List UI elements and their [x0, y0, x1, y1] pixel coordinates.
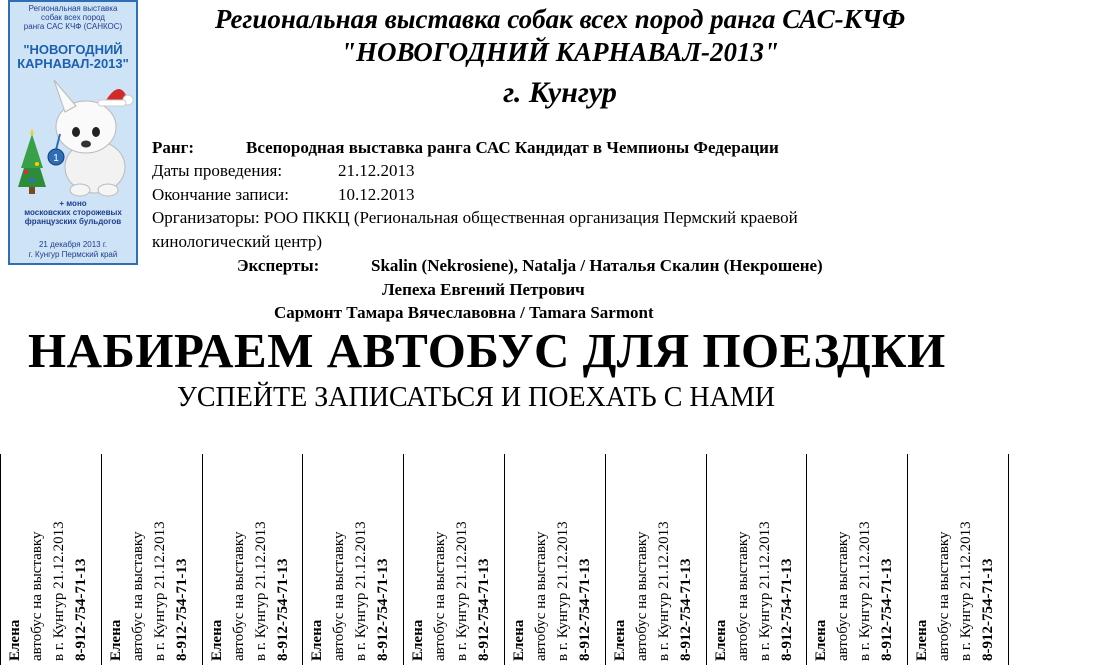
strip-phone: 8-912-754-71-13 [879, 558, 895, 661]
tear-off-strip[interactable] [101, 454, 202, 665]
strip-place-date: в г. Кунгур 21.12.2013 [958, 521, 974, 661]
strip-purpose: автобус на выставку [331, 531, 347, 661]
strip-purpose: автобус на выставку [936, 531, 952, 661]
poster-bottom-line: московских сторожевых [24, 208, 122, 217]
tear-off-strip[interactable] [504, 454, 605, 665]
poster-title [10, 43, 136, 71]
event-title: Региональная выставка собак всех пород ранга САС-КЧФ [214, 4, 906, 34]
strip-phone: 8-912-754-71-13 [779, 558, 795, 661]
poster-top-line: ранга САС КЧФ (САНКОС) [23, 22, 123, 31]
poster-bottom-line: + моно [59, 199, 87, 208]
poster-title-line: КАРНАВАЛ-2013" [17, 56, 129, 71]
strip-purpose: автобус на выставку [835, 531, 851, 661]
strip-text [105, 454, 197, 665]
event-poster [8, 0, 138, 265]
dog-illustration [10, 72, 136, 200]
dates-label: Даты проведения: [152, 161, 283, 180]
organizers-line: кинологический центр) [152, 232, 323, 251]
experts-label: Эксперты: [237, 256, 320, 275]
dates-value: 21.12.2013 [338, 161, 415, 180]
strip-name: Елена [410, 619, 426, 661]
strip-place-date: в г. Кунгур 21.12.2013 [253, 521, 269, 661]
expert-name: Skalin (Nekrosiene), Natalja / Наталья Скалин (Некрошене) [371, 256, 823, 275]
strip-phone: 8-912-754-71-13 [174, 558, 190, 661]
poster-footer [10, 240, 136, 260]
strip-place-date: в г. Кунгур 21.12.2013 [353, 521, 369, 661]
strip-purpose: автобус на выставку [29, 531, 45, 661]
organizers-line: Организаторы: РОО ПККЦ (Региональная общественная организация Пермский краевой [152, 208, 798, 227]
poster-footer-line: 21 декабря 2013 г. [38, 240, 108, 249]
strip-phone: 8-912-754-71-13 [678, 558, 694, 661]
poster-bottom-line: французских бульдогов [24, 217, 122, 226]
strip-purpose: автобус на выставку [634, 531, 650, 661]
expert-name: Лепеха Евгений Петрович [382, 280, 585, 299]
poster-bottom-text [10, 199, 136, 226]
tear-off-strip[interactable] [202, 454, 303, 665]
strip-place-date: в г. Кунгур 21.12.2013 [51, 521, 67, 661]
strip-phone: 8-912-754-71-13 [375, 558, 391, 661]
poster-top-line: собак всех пород [41, 13, 105, 22]
poster-top-line: Региональная выставка [28, 4, 118, 13]
strip-place-date: в г. Кунгур 21.12.2013 [656, 521, 672, 661]
strip-text [4, 454, 96, 665]
poster-footer-line: г. Кунгур Пермский край [28, 250, 118, 259]
strip-place-date: в г. Кунгур 21.12.2013 [857, 521, 873, 661]
medal-number: 1 [53, 153, 59, 164]
strip-text [810, 454, 902, 665]
strip-divider [1008, 454, 1009, 665]
strip-name: Елена [309, 619, 325, 661]
deadline-value: 10.12.2013 [338, 185, 415, 204]
poster-title-line: "НОВОГОДНИЙ [23, 42, 123, 57]
strip-name: Елена [511, 619, 527, 661]
tear-off-strips [0, 454, 1110, 665]
strip-text [710, 454, 802, 665]
strip-text [306, 454, 398, 665]
strip-name: Елена [713, 619, 729, 661]
strip-text [206, 454, 298, 665]
bus-subheadline: УСПЕЙТЕ ЗАПИСАТЬСЯ И ПОЕХАТЬ С НАМИ [177, 382, 775, 413]
tear-off-strip[interactable] [706, 454, 807, 665]
strip-phone: 8-912-754-71-13 [980, 558, 996, 661]
strip-phone: 8-912-754-71-13 [476, 558, 492, 661]
dog-icon [54, 80, 133, 196]
strip-name: Елена [7, 619, 23, 661]
strip-place-date: в г. Кунгур 21.12.2013 [152, 521, 168, 661]
strip-purpose: автобус на выставку [735, 531, 751, 661]
tear-off-strip[interactable] [605, 454, 706, 665]
strip-text [407, 454, 499, 665]
tear-off-strip[interactable] [0, 454, 101, 665]
strip-purpose: автобус на выставку [533, 531, 549, 661]
event-name: "НОВОГОДНИЙ КАРНАВАЛ-2013" [340, 37, 780, 67]
strip-name: Елена [209, 619, 225, 661]
strip-place-date: в г. Кунгур 21.12.2013 [757, 521, 773, 661]
strip-name: Елена [612, 619, 628, 661]
strip-phone: 8-912-754-71-13 [73, 558, 89, 661]
deadline-label: Окончание записи: [152, 185, 289, 204]
strip-purpose: автобус на выставку [130, 531, 146, 661]
poster-top-text [10, 2, 136, 31]
tear-off-strip[interactable] [806, 454, 907, 665]
strip-text [508, 454, 600, 665]
rank-label: Ранг: [152, 138, 195, 157]
strip-purpose: автобус на выставку [432, 531, 448, 661]
strip-place-date: в г. Кунгур 21.12.2013 [555, 521, 571, 661]
strip-text [609, 454, 701, 665]
strip-phone: 8-912-754-71-13 [577, 558, 593, 661]
strip-phone: 8-912-754-71-13 [275, 558, 291, 661]
christmas-tree-icon [18, 129, 46, 194]
strip-purpose: автобус на выставку [231, 531, 247, 661]
tear-off-strip[interactable] [403, 454, 504, 665]
strip-text [911, 454, 1003, 665]
expert-name: Сармонт Тамара Вячеславовна / Tamara Sarmont [274, 303, 654, 322]
tear-off-strip[interactable] [907, 454, 1008, 665]
rank-value: Всепородная выставка ранга САС Кандидат в Чемпионы Федерации [246, 138, 779, 157]
strip-name: Елена [813, 619, 829, 661]
tear-off-strip[interactable] [302, 454, 403, 665]
strip-name: Елена [108, 619, 124, 661]
event-city: г. Кунгур [503, 76, 617, 109]
strip-name: Елена [914, 619, 930, 661]
bus-headline: НАБИРАЕМ АВТОБУС ДЛЯ ПОЕЗДКИ [28, 323, 946, 378]
strip-place-date: в г. Кунгур 21.12.2013 [454, 521, 470, 661]
